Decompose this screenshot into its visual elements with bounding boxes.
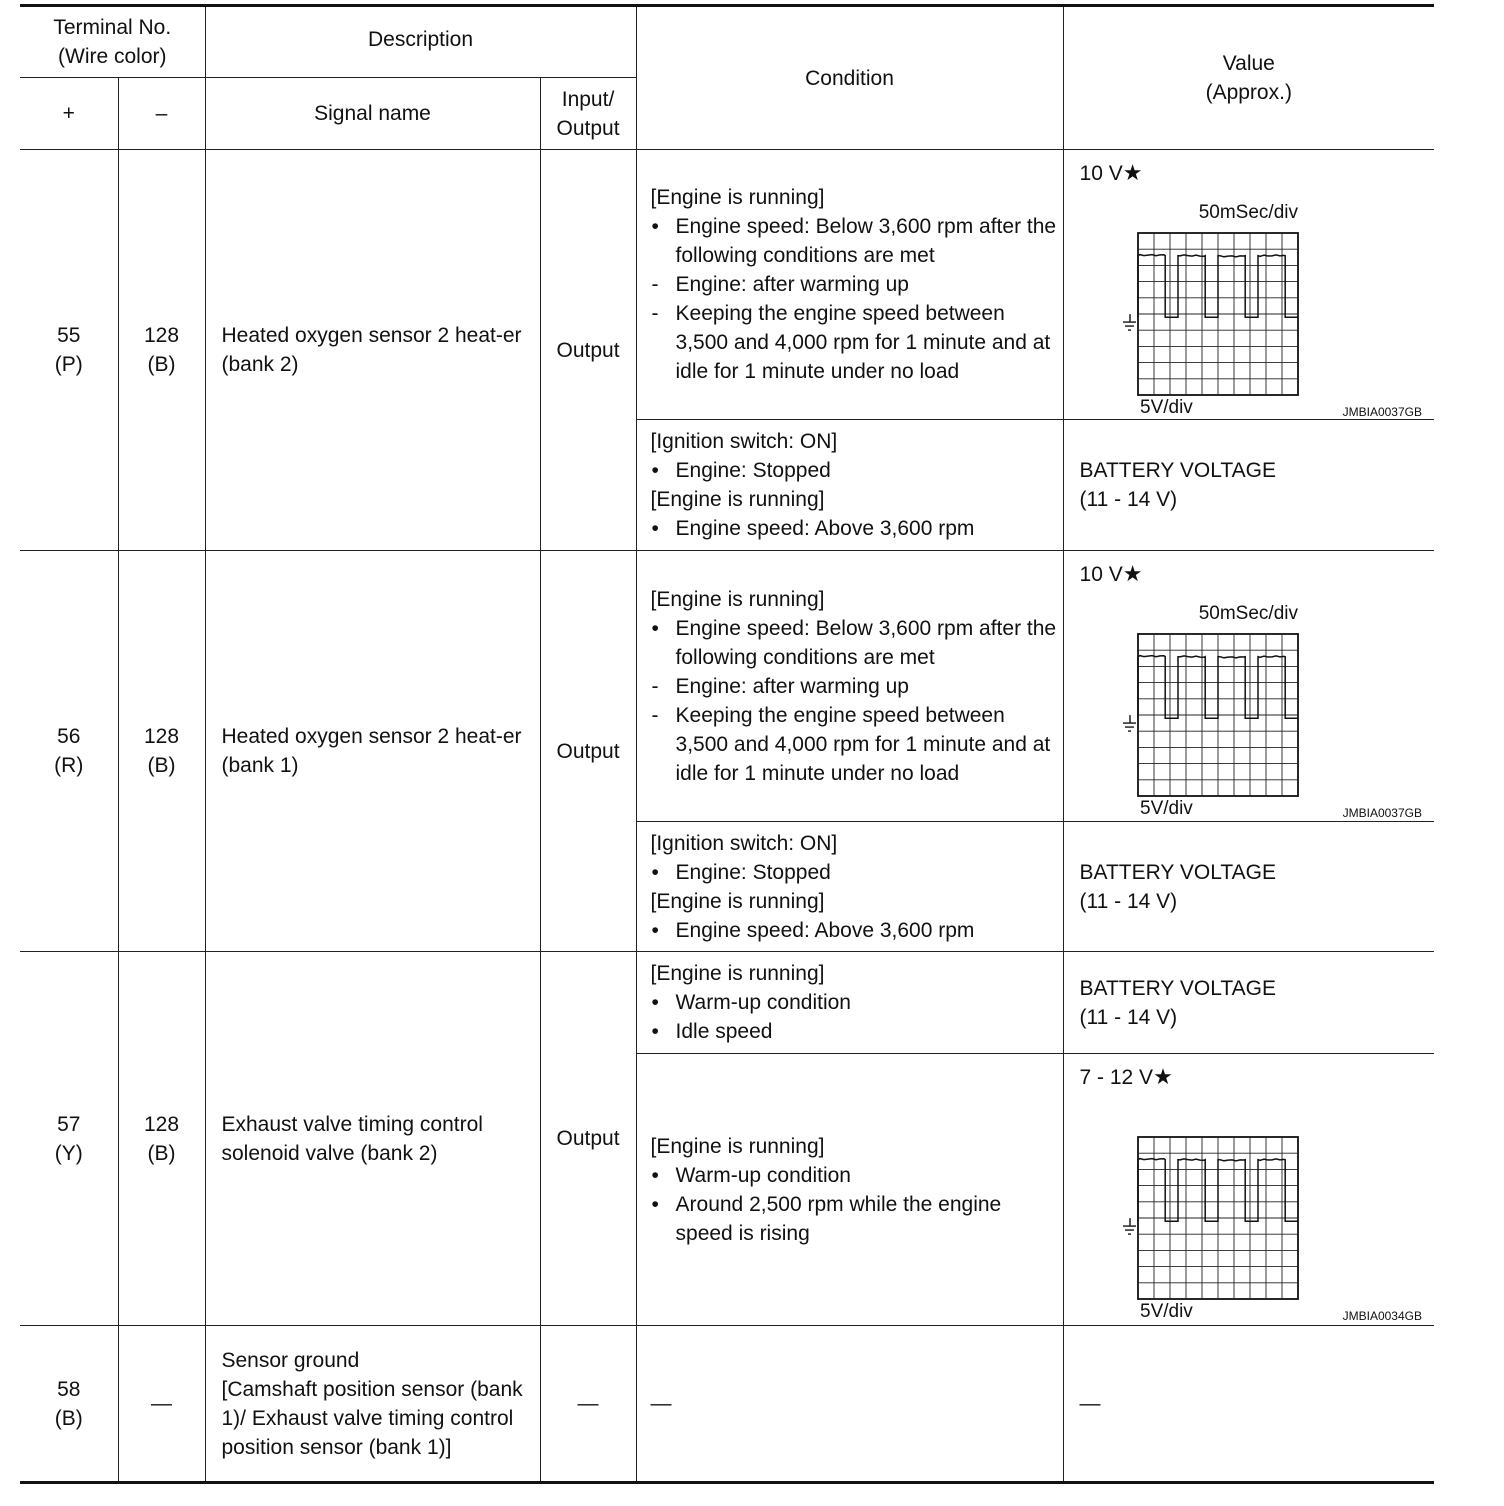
heater-pulse-waveform <box>1138 656 1298 719</box>
header-output-label: Output <box>556 116 620 140</box>
value-label: BATTERY VOLTAGE <box>1079 459 1276 482</box>
wire-color: (Y) <box>54 1141 83 1165</box>
table-row <box>20 551 1434 822</box>
wire-color: (P) <box>54 353 83 376</box>
value-cell <box>1063 952 1434 1054</box>
wire-color: (R) <box>54 754 84 777</box>
solenoid-pulse-waveform <box>1138 1159 1298 1222</box>
star-icon: ★ <box>1153 1064 1173 1089</box>
condition-cell <box>636 150 1063 420</box>
terminal-number: 56 <box>57 725 81 748</box>
terminal-minus <box>118 551 205 952</box>
table-row <box>20 150 1434 420</box>
terminal-table <box>20 4 1434 1484</box>
ground-icon <box>1123 314 1136 330</box>
header-description: Description <box>205 6 636 78</box>
condition-heading: [Engine is running] <box>650 587 825 611</box>
header-signal-name: Signal name <box>205 78 540 150</box>
figure-code-label: JMBIA0034GB <box>1342 1309 1422 1323</box>
wire-color: (B) <box>147 754 176 777</box>
signal-name: Heated oxygen sensor 2 heat-er (bank 2) <box>205 150 540 551</box>
condition-item: • Idle speed <box>651 1020 773 1043</box>
condition-heading: [Ignition switch: ON] <box>650 831 838 855</box>
signal-name: Exhaust valve timing control solenoid valve (bank 2) <box>205 952 540 1326</box>
oscilloscope-waveform <box>1080 1092 1424 1323</box>
time-div-label: 50mSec/div <box>1198 603 1298 624</box>
time-div-label: 50mSec/div <box>1198 202 1298 223</box>
value-range: (11 - 14 V) <box>1079 889 1178 913</box>
condition-item: - Engine: after warming up <box>651 273 909 296</box>
condition-heading: [Engine is running] <box>650 889 825 913</box>
header-terminal-label: Terminal No. <box>53 16 172 39</box>
condition-heading: [Engine is running] <box>650 1134 825 1158</box>
value-label: 10 V★ <box>1079 561 1143 586</box>
value-cell: — <box>1063 1326 1434 1483</box>
condition-cell: — <box>636 1326 1063 1483</box>
condition-heading: [Engine is running] <box>650 488 825 511</box>
terminal-plus <box>20 1326 118 1483</box>
condition-cell <box>636 822 1063 952</box>
value-label: BATTERY VOLTAGE <box>1079 976 1276 1000</box>
condition-item: • Warm-up condition <box>651 991 851 1014</box>
input-output: Output <box>540 952 636 1326</box>
terminal-table-sheet <box>20 4 1434 1488</box>
condition-heading: [Engine is running] <box>650 962 825 985</box>
ground-icon <box>1123 1218 1136 1234</box>
value-range: (11 - 14 V) <box>1079 488 1178 511</box>
signal-name <box>205 1326 540 1483</box>
input-output: Output <box>540 551 636 952</box>
signal-name-line: [Camshaft position sensor (bank 1)/ Exhaust valve timing control position sensor (bank 1)] <box>221 1377 523 1459</box>
condition-item: • Engine: Stopped <box>651 860 831 884</box>
oscilloscope-waveform <box>1080 589 1424 820</box>
signal-name: Heated oxygen sensor 2 heat-er (bank 1) <box>205 551 540 952</box>
signal-name-line: Sensor ground <box>221 1348 360 1372</box>
condition-item: - Keeping the engine speed between 3,500 and 4,000 rpm for 1 minute and at idle for 1 minute under no load <box>651 302 1051 383</box>
condition-item: • Around 2,500 rpm while the engine speed is rising <box>651 1192 1002 1245</box>
terminal-number: 128 <box>143 324 180 347</box>
condition-item: • Warm-up condition <box>651 1163 851 1187</box>
condition-cell <box>636 952 1063 1054</box>
condition-item: • Engine speed: Above 3,600 rpm <box>651 918 975 942</box>
condition-cell <box>636 420 1063 551</box>
oscilloscope-waveform <box>1080 188 1424 419</box>
header-wire-color-label: (Wire color) <box>58 45 167 68</box>
figure-code-label: JMBIA0037GB <box>1342 806 1422 820</box>
input-output: Output <box>540 150 636 551</box>
wire-color: (B) <box>54 1406 83 1430</box>
value-range: (11 - 14 V) <box>1079 1005 1178 1029</box>
table-row <box>20 1326 1434 1483</box>
volt-div-label: 5V/div <box>1139 397 1193 418</box>
value-label: BATTERY VOLTAGE <box>1079 860 1276 884</box>
condition-heading: [Ignition switch: ON] <box>650 430 838 453</box>
volt-div-label: 5V/div <box>1139 798 1193 819</box>
header-value-label: Value <box>1222 52 1275 75</box>
input-output: — <box>540 1326 636 1483</box>
terminal-minus: — <box>118 1326 205 1483</box>
terminal-plus <box>20 952 118 1326</box>
terminal-plus <box>20 150 118 551</box>
header-terminal-no <box>20 6 205 78</box>
value-cell <box>1063 551 1434 822</box>
condition-cell <box>636 551 1063 822</box>
terminal-plus <box>20 551 118 952</box>
terminal-number: 57 <box>57 1112 81 1136</box>
wire-color: (B) <box>147 353 176 376</box>
terminal-number: 55 <box>57 324 81 347</box>
ground-icon <box>1123 715 1136 731</box>
condition-item: - Engine: after warming up <box>651 674 909 698</box>
terminal-number: 58 <box>57 1377 81 1401</box>
condition-item: - Keeping the engine speed between 3,500 and 4,000 rpm for 1 minute and at idle for 1 minute under no load <box>651 703 1051 785</box>
star-icon: ★ <box>1122 561 1143 586</box>
condition-item: • Engine: Stopped <box>651 459 831 482</box>
value-label: 7 - 12 V★ <box>1079 1064 1173 1089</box>
value-cell <box>1063 822 1434 952</box>
star-icon: ★ <box>1122 160 1143 185</box>
header-input-label: Input/ <box>561 87 615 111</box>
header-minus: – <box>118 78 205 150</box>
condition-heading: [Engine is running] <box>650 186 825 209</box>
value-cell <box>1063 150 1434 420</box>
terminal-number: 128 <box>143 1112 180 1136</box>
value-label: 10 V★ <box>1079 160 1143 185</box>
header-approx-label: (Approx.) <box>1205 81 1292 104</box>
figure-code-label: JMBIA0037GB <box>1342 405 1422 419</box>
header-plus: + <box>20 78 118 150</box>
header-condition: Condition <box>636 6 1063 150</box>
terminal-minus <box>118 952 205 1326</box>
condition-item: • Engine speed: Above 3,600 rpm <box>651 517 975 540</box>
condition-item: • Engine speed: Below 3,600 rpm after the following conditions are met <box>651 215 1057 267</box>
condition-item: • Engine speed: Below 3,600 rpm after the following conditions are met <box>651 616 1057 669</box>
header-input-output <box>540 78 636 150</box>
heater-pulse-waveform <box>1138 255 1298 318</box>
terminal-minus <box>118 150 205 551</box>
value-cell <box>1063 420 1434 551</box>
header-value <box>1063 6 1434 150</box>
wire-color: (B) <box>147 1141 176 1165</box>
table-row <box>20 952 1434 1054</box>
value-cell <box>1063 1054 1434 1326</box>
condition-cell <box>636 1054 1063 1326</box>
volt-div-label: 5V/div <box>1139 1301 1193 1322</box>
terminal-number: 128 <box>143 725 180 748</box>
